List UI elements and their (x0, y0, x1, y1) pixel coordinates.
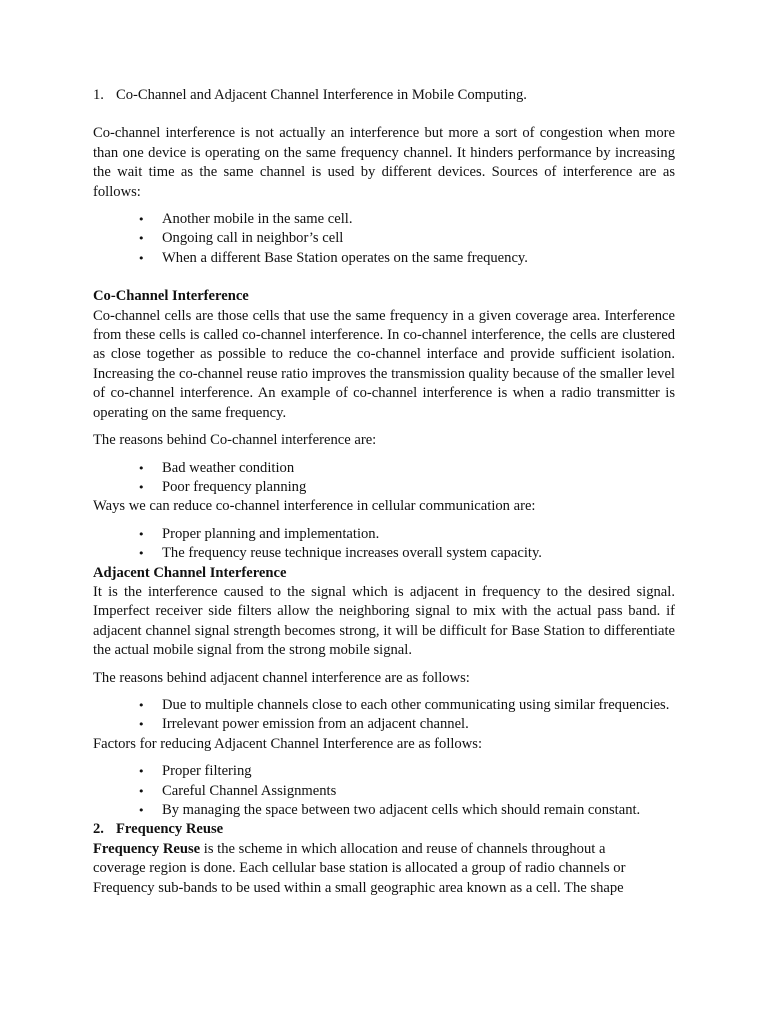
list-item: • Careful Channel Assignments (93, 782, 675, 801)
frequency-reuse-text-1: is the scheme in which allocation and reuse of channels throughout a (200, 840, 606, 857)
interference-sources-list (93, 210, 675, 268)
list-item: • Proper planning and implementation. (93, 525, 675, 544)
list-item: • Bad weather condition (93, 459, 675, 478)
cochannel-heading: Co-Channel Interference (93, 288, 249, 305)
frequency-reuse-line-3: Frequency sub-bands to be used within a small geographic area known as a cell. The shape (93, 879, 624, 896)
section-1-title (93, 86, 675, 105)
list-item: • Poor frequency planning (93, 478, 675, 497)
list-item: • By managing the space between two adjacent cells which should remain constant. (93, 801, 675, 820)
list-item: • Another mobile in the same cell. (93, 210, 675, 229)
cochannel-intro-paragraph: Co-channel interference is not actually an interference but more a sort of congestion when more than one device is operating on the same frequency channel. It hinders performance by increasing the wait time as the same channel is used by different devices. Sources of interference are as follows: (93, 125, 675, 200)
cochannel-ways-intro: Ways we can reduce co-channel interference in cellular communication are: (93, 498, 536, 515)
adjacent-reasons-list (93, 696, 675, 735)
section-2-number: 2. (93, 821, 104, 838)
frequency-reuse-term: Frequency Reuse (93, 840, 201, 857)
cochannel-reasons-intro: The reasons behind Co-channel interference are: (93, 432, 377, 449)
frequency-reuse-line-1 (93, 840, 675, 859)
list-item: • When a different Base Station operates on the same frequency. (93, 249, 675, 268)
list-item: • Proper filtering (93, 762, 675, 781)
section-1-number: 1. (93, 87, 104, 103)
cochannel-ways-list (93, 525, 675, 564)
cochannel-body-paragraph: Co-channel cells are those cells that use the same frequency in a given coverage area. Interference from these cells is called co-channel interference. In co-channel interference, the cells are clustered as close together as possible to reduce the co-channel interface and provide sufficient isolation. Increasing the co-channel reuse ratio improves the transmission quality because of the smaller level of co-channel interference. An example of co-channel interference is when a radio transmitter is operating on the same frequency. (93, 307, 675, 421)
list-item: • The frequency reuse technique increases overall system capacity. (93, 544, 675, 563)
section-2-title-text: Frequency Reuse (116, 821, 224, 838)
list-item: • Ongoing call in neighbor’s cell (93, 229, 675, 248)
frequency-reuse-line-2: coverage region is done. Each cellular base station is allocated a group of radio channels or (93, 860, 626, 877)
adjacent-reasons-intro: The reasons behind adjacent channel interference are as follows: (93, 669, 470, 686)
adjacent-body-paragraph: It is the interference caused to the signal which is adjacent in frequency to the desired signal. Imperfect receiver side filters allow the neighboring signal to mix with the actual pass band. if adjacent channel signal strength becomes strong, it will be difficult for Base Station to differentiate the actual mobile signal from the strong mobile signal. (93, 583, 675, 659)
document-body (93, 86, 675, 898)
adjacent-heading: Adjacent Channel Interference (93, 564, 287, 581)
section-2-title (93, 820, 675, 839)
list-item: • Irrelevant power emission from an adjacent channel. (93, 715, 675, 734)
list-item: • Due to multiple channels close to each other communicating using similar frequencies. (93, 696, 675, 715)
cochannel-reasons-list (93, 459, 675, 498)
adjacent-factors-list (93, 762, 675, 820)
section-1-title-text: Co-Channel and Adjacent Channel Interference in Mobile Computing. (116, 87, 527, 103)
adjacent-factors-intro: Factors for reducing Adjacent Channel Interference are as follows: (93, 735, 483, 752)
